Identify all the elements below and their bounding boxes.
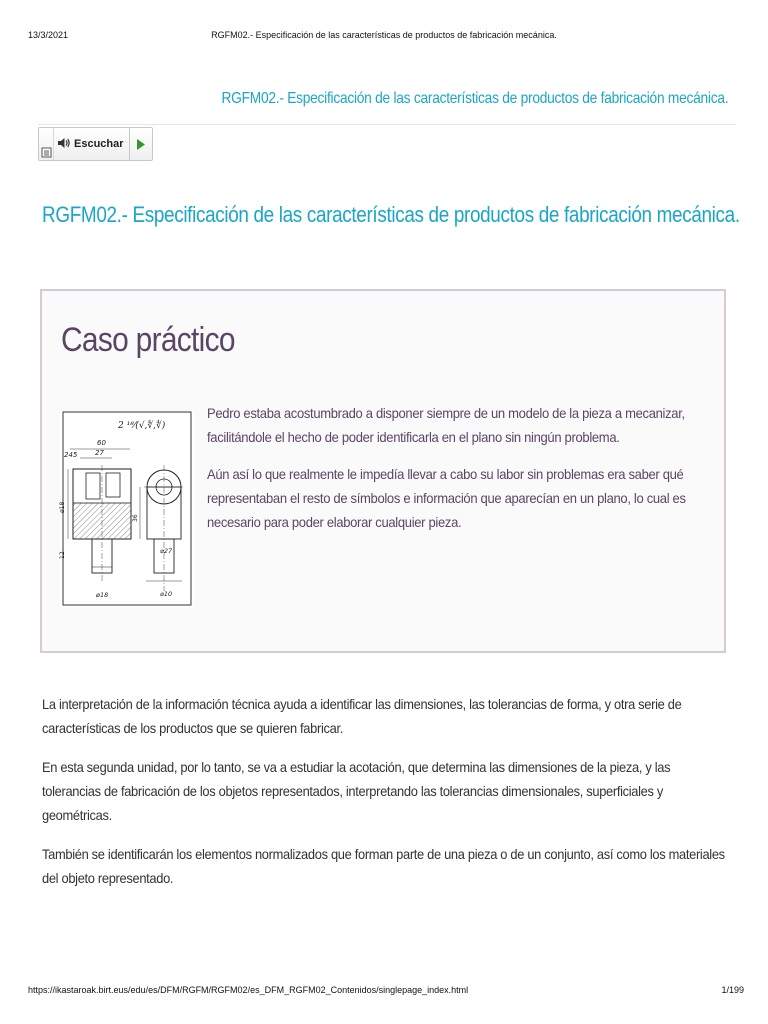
technical-drawing-image <box>60 411 194 607</box>
play-icon <box>137 139 145 150</box>
play-button[interactable] <box>130 128 152 160</box>
print-date: 13/3/2021 <box>28 30 69 40</box>
case-study-text <box>207 401 727 547</box>
dim-245: 245 <box>64 451 78 459</box>
body-paragraph-1: La interpretación de la información técnica ayuda a identificar las dimensiones, las tolerancias de forma, y otra serie de características de los productos que se quieren fabricar. <box>42 696 682 736</box>
svg-text:ø18: ø18 <box>59 501 66 513</box>
case-study-title: Caso práctico <box>61 321 235 359</box>
body-paragraph-3: También se identificarán los elementos normalizados que forman parte de una pieza o de un conjunto, así como los materiales del objeto representado. <box>42 846 725 886</box>
listen-button[interactable] <box>54 128 130 160</box>
case-paragraph-2: Aún así lo que realmente le impedía llevar a cabo su labor sin problemas era saber qué representaban el resto de símbolos e información que aparecían en un plano, lo cual es necesario para poder elaborar cualquier pieza. <box>207 466 686 530</box>
dim-27: 27 <box>95 449 104 457</box>
dim-60: 60 <box>97 439 106 447</box>
dim-d27: ⌀27 <box>160 547 173 555</box>
print-header <box>0 30 768 44</box>
case-paragraph-1: Pedro estaba acostumbrado a disponer siempre de un modelo de la pieza a mecanizar, facilitándole el hecho de poder identificarla en el plano sin ningún problema. <box>207 405 685 445</box>
page-title: RGFM02.- Especificación de las características de productos de fabricación mecánica. <box>42 202 740 227</box>
listen-toolbar <box>38 127 153 161</box>
body-content <box>42 692 732 905</box>
menu-icon[interactable] <box>39 128 54 160</box>
dim-36: 36 <box>132 514 139 522</box>
svg-text:ø18: ø18 <box>96 591 109 599</box>
svg-text:12: 12 <box>59 551 66 559</box>
page-number: 1/199 <box>721 985 744 995</box>
page-top-title: RGFM02.- Especificación de las características de productos de fabricación mecánica. <box>221 90 728 107</box>
case-study-box <box>40 289 726 653</box>
divider <box>38 124 736 125</box>
body-paragraph-2: En esta segunda unidad, por lo tanto, se va a estudiar la acotación, que determina las dimensiones de la pieza, y las tolerancias de fabricación de los objetos representados, interpretando las tolerancias dimensionales, superficiales y geométricas. <box>42 759 671 823</box>
print-url: https://ikastaroak.birt.eus/edu/es/DFM/RGFM/RGFM02/es_DFM_RGFM02_Contenidos/singlepage_index.html <box>28 985 469 995</box>
dim-d10: ⌀10 <box>160 590 173 598</box>
listen-label: Escuchar <box>74 138 124 150</box>
speaker-icon <box>57 137 71 152</box>
roughness-label: 2 ¹⁸⁄(√,∜,∜) <box>118 421 166 431</box>
print-title: RGFM02.- Especificación de las características de productos de fabricación mecánica. <box>211 30 557 40</box>
